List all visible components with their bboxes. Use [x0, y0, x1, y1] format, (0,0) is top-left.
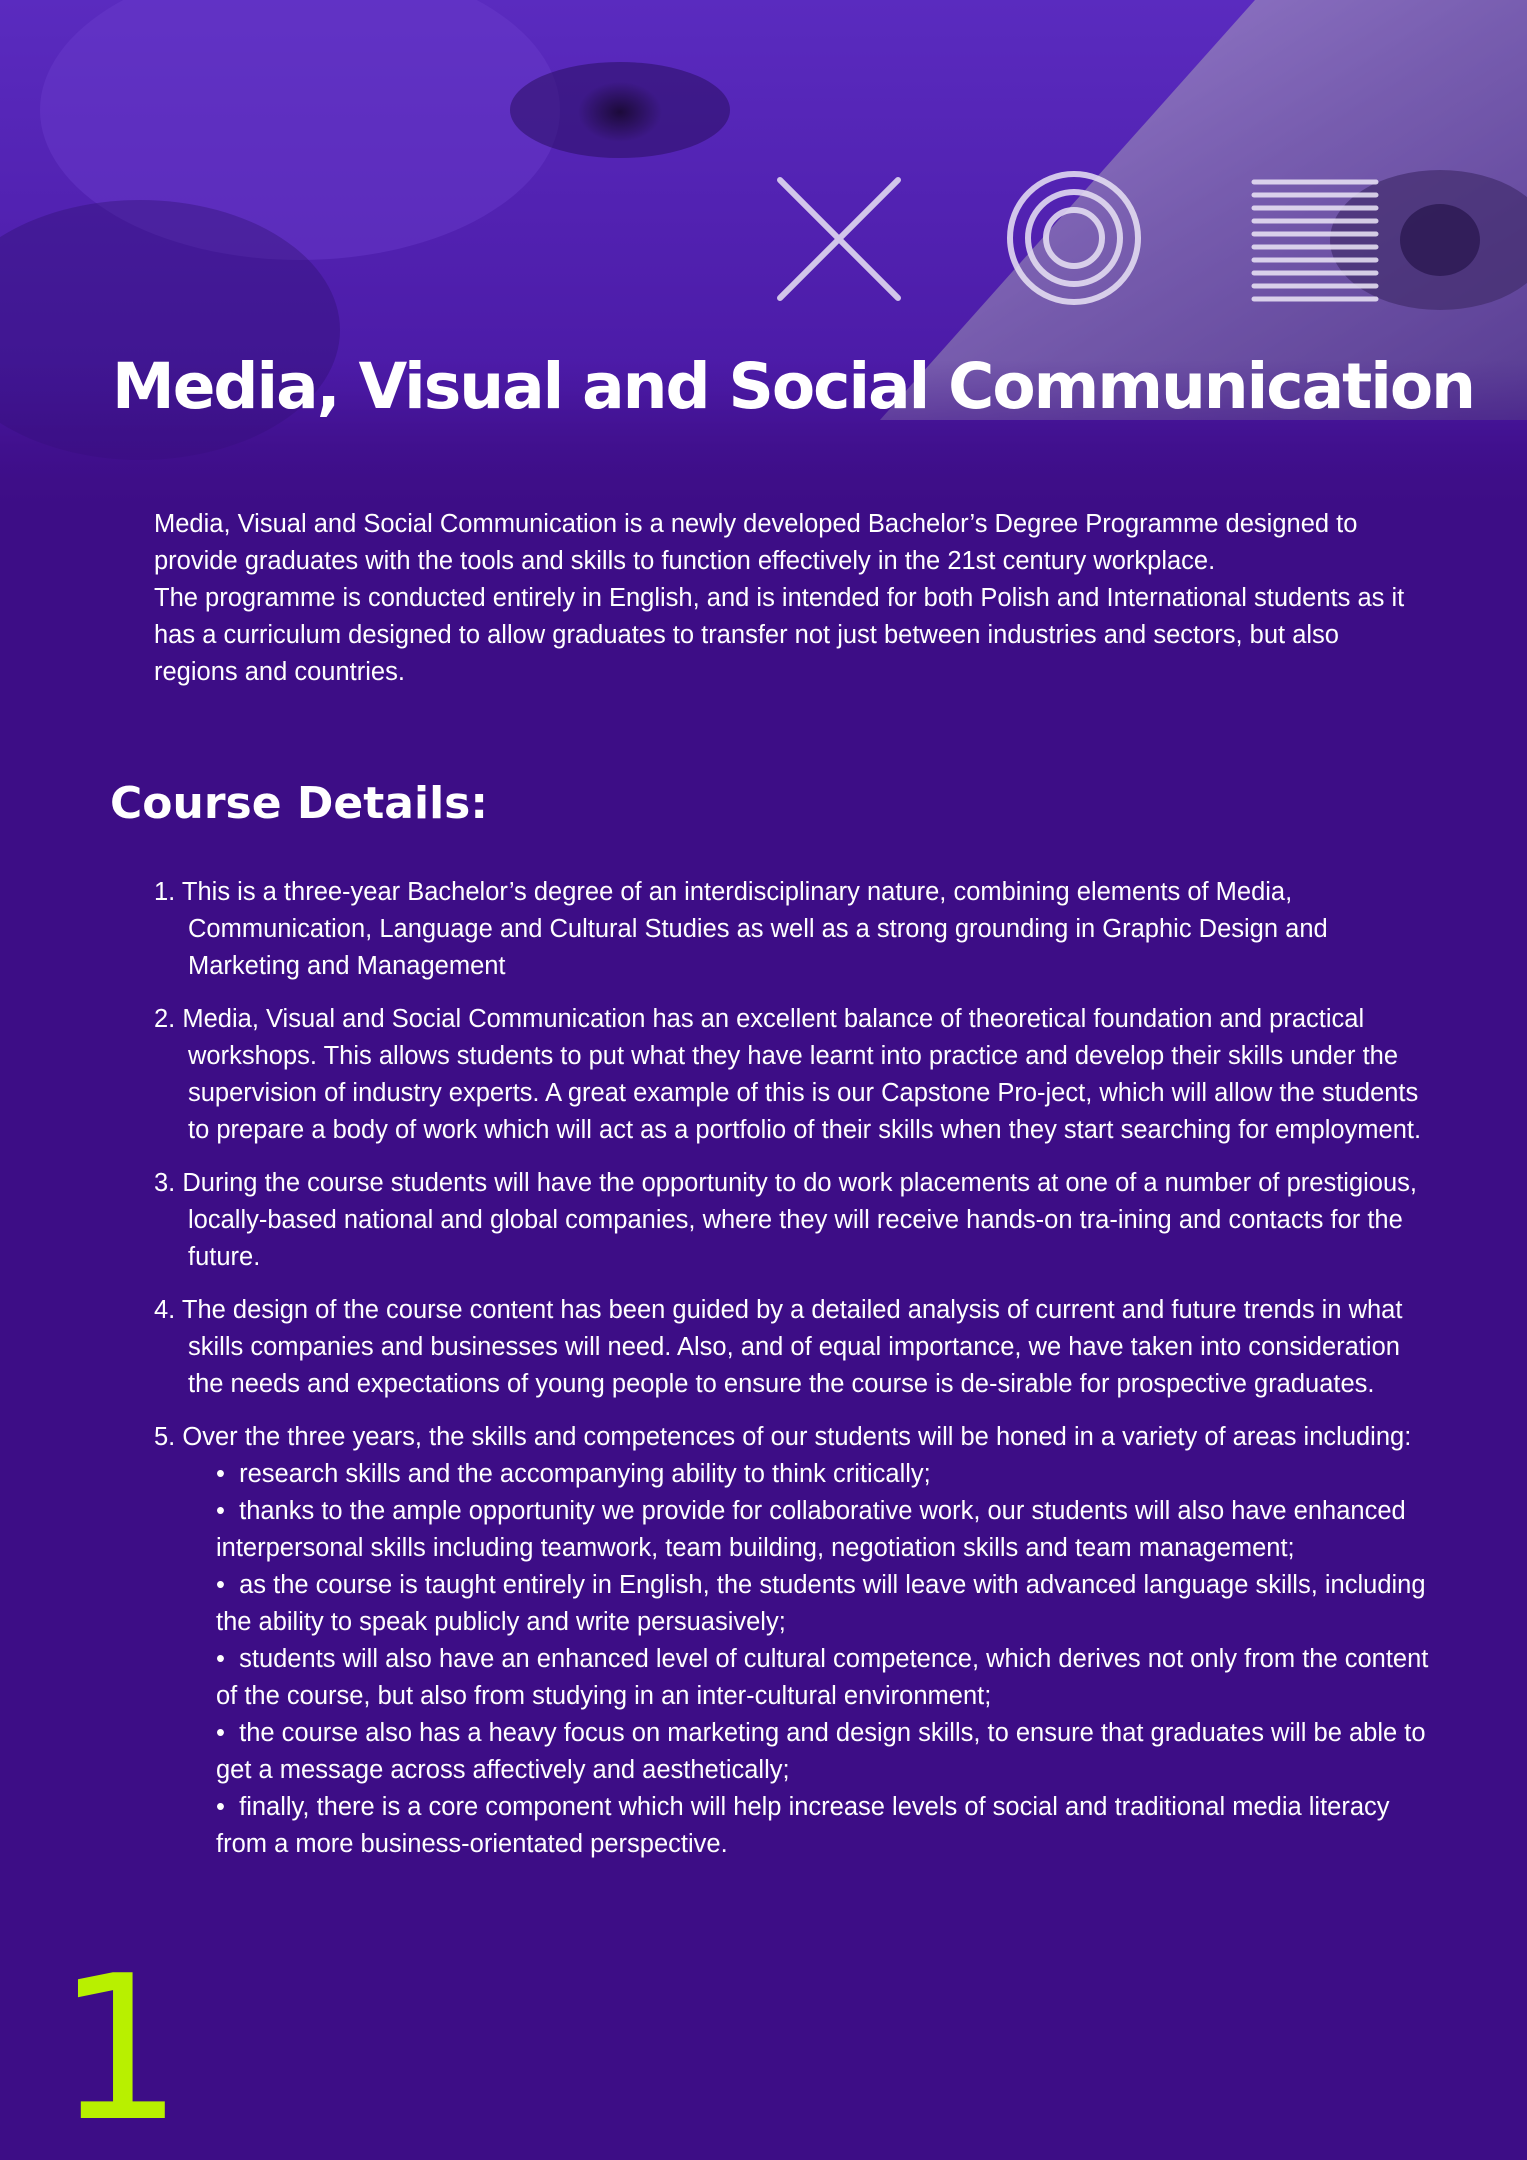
bullet-text: as the course is taught entirely in English, the students will leave with advanced language skills, including the ability to speak publicly and write persuasively; — [216, 1571, 1426, 1636]
course-detail-item — [154, 1419, 1434, 1863]
course-details-heading: Course Details: — [110, 778, 488, 829]
item-number: 5. — [154, 1423, 176, 1451]
bullet-item — [216, 1641, 1434, 1715]
item-text: This is a three-year Bachelor’s degree of an interdisciplinary nature, combining elements of Media, Communication, Language and Cultural Studies as well as a strong grounding in Graphic Design and Marketing and Management — [181, 878, 1328, 980]
item-text: Over the three years, the skills and competences of our students will be honed in a variety of areas including: — [182, 1423, 1412, 1451]
intro-paragraph: The programme is conducted entirely in English, and is intended for both Polish and International students as it has a curriculum designed to allow graduates to transfer not just between industries and sectors, but also regions and countries. — [154, 584, 1405, 686]
hero-background — [0, 0, 1527, 520]
bullet-item — [216, 1715, 1434, 1789]
item-text: The design of the course content has been guided by a detailed analysis of current and future trends in what skills companies and businesses will need. Also, and of equal importance, we have taken into consideration the needs and expectations of young people to ensure the course is de-sirable for prospective graduates. — [181, 1296, 1403, 1398]
bullet-text: students will also have an enhanced level of cultural competence, which derives not only from the content of the course, but also from studying in an inter-cultural environment; — [216, 1645, 1429, 1710]
bullet-glyph: • — [216, 1719, 225, 1747]
skills-bullet-list — [188, 1456, 1434, 1863]
item-number: 1. — [154, 878, 176, 906]
item-text: Media, Visual and Social Communication has an excellent balance of theoretical foundation and practical workshops. This allows students to put what they have learnt into practice and develop their skills under the supervision of industry experts. A great example of this is our Capstone Pro-ject, which will allow the students to prepare a body of work which will act as a portfolio of their skills when they start searching for employment. — [182, 1005, 1422, 1144]
bullet-glyph: • — [216, 1571, 225, 1599]
course-detail-item — [154, 874, 1434, 985]
item-number: 4. — [154, 1296, 176, 1324]
bullet-item — [216, 1789, 1434, 1863]
bullet-glyph: • — [216, 1793, 225, 1821]
bullet-item — [216, 1456, 1434, 1493]
course-detail-item — [154, 1292, 1434, 1403]
course-detail-item — [154, 1001, 1434, 1149]
bullet-item — [216, 1567, 1434, 1641]
course-detail-item — [154, 1165, 1434, 1276]
bullet-glyph: • — [216, 1645, 225, 1673]
bullet-text: thanks to the ample opportunity we provide for collaborative work, our students will also have enhanced interpersonal skills including teamwork, team building, negotiation skills and team management; — [216, 1497, 1406, 1562]
bullet-glyph: • — [216, 1460, 225, 1488]
intro-paragraph: Media, Visual and Social Communication is a newly developed Bachelor’s Degree Programme designed to provide graduates with the tools and skills to function effectively in the 21st century workplace. — [154, 510, 1358, 575]
item-number: 2. — [154, 1005, 176, 1033]
bullet-text: research skills and the accompanying ability to think critically; — [239, 1460, 931, 1488]
course-details-list — [154, 874, 1434, 1863]
intro-text — [154, 506, 1424, 691]
hero-banner — [0, 0, 1527, 520]
item-number: 3. — [154, 1169, 176, 1197]
item-text: During the course students will have the opportunity to do work placements at one of a number of prestigious, locally-based national and global companies, where they will receive hands-on tra-ining and contacts for the future. — [182, 1169, 1417, 1271]
page-number: 1 — [56, 1933, 184, 2160]
bullet-text: the course also has a heavy focus on marketing and design skills, to ensure that graduates will be able to get a message across affectively and aesthetically; — [216, 1719, 1426, 1784]
bullet-text: finally, there is a core component which will help increase levels of social and traditional media literacy from a more business-orientated perspective. — [216, 1793, 1390, 1858]
bullet-item — [216, 1493, 1434, 1567]
bullet-glyph: • — [216, 1497, 225, 1525]
page-title: Media, Visual and Social Communication — [112, 350, 1474, 423]
